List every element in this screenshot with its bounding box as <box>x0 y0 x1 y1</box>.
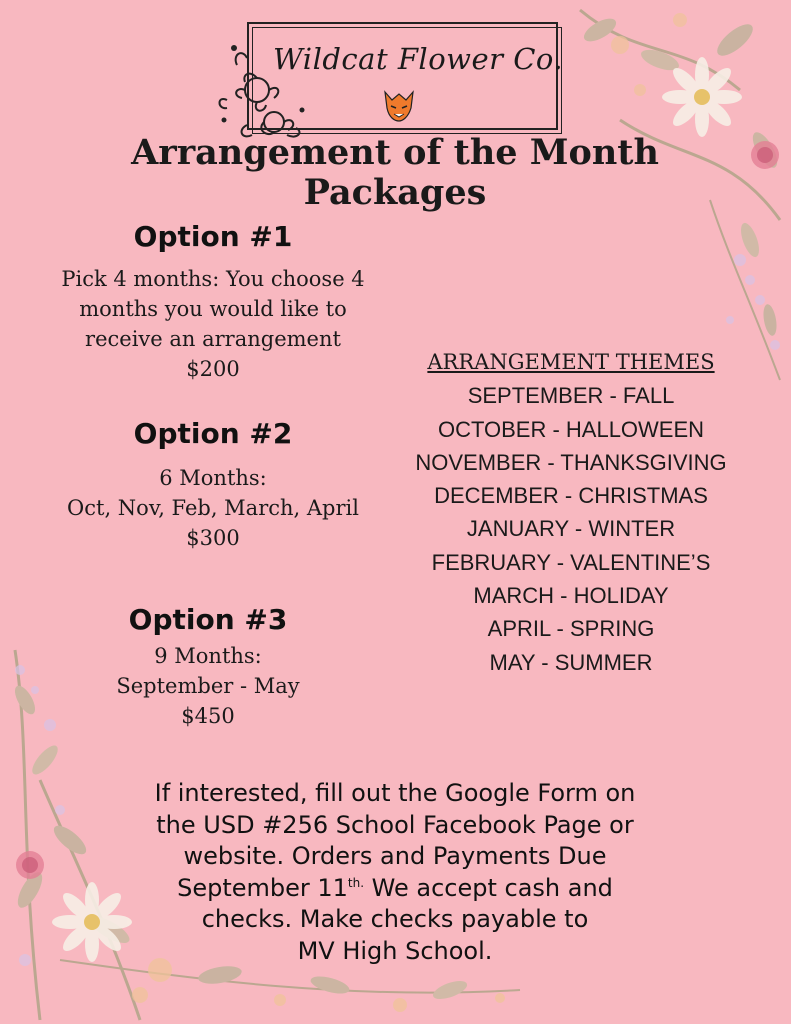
option-2-line: Oct, Nov, Feb, March, April <box>67 496 359 520</box>
page-title <box>60 133 730 213</box>
clover-flower-icon <box>16 851 44 879</box>
title-line-1: Arrangement of the Month <box>131 132 659 173</box>
option-2-line: 6 Months: <box>159 466 267 490</box>
footer-payment-text: We accept cash and <box>364 873 613 902</box>
option-1-line: months you would like to <box>79 297 347 321</box>
theme-item: OCTOBER - HALLOWEEN <box>437 416 705 442</box>
title-line-2: Packages <box>303 172 487 213</box>
option-1-line: Pick 4 months: You choose 4 <box>61 267 365 291</box>
footer-date-suffix: th. <box>347 875 365 890</box>
option-3-price: $450 <box>181 704 235 728</box>
option-1-price: $200 <box>186 357 240 381</box>
themes-heading: ARRANGEMENT THEMES <box>427 350 715 374</box>
footer-line <box>95 873 695 905</box>
footer-line: the USD #256 School Facebook Page or <box>156 810 634 839</box>
option-3 <box>35 603 381 731</box>
themes-list <box>385 346 757 679</box>
footer-date: September 11 <box>177 873 348 902</box>
footer-line: checks. Make checks payable to <box>201 905 589 933</box>
option-1-heading: Option #1 <box>133 220 293 253</box>
option-2 <box>40 417 386 553</box>
daisy-icon <box>662 57 742 137</box>
option-1 <box>40 220 386 384</box>
theme-item: DECEMBER - CHRISTMAS <box>434 483 708 509</box>
theme-item: MARCH - HOLIDAY <box>473 583 669 609</box>
logo-text: Wildcat Flower Co. <box>273 42 564 76</box>
clover-flower-icon <box>751 141 779 169</box>
option-2-heading: Option #2 <box>133 417 293 450</box>
theme-item: MAY - SUMMER <box>489 649 653 675</box>
option-3-line: 9 Months: <box>154 644 262 668</box>
theme-item: NOVEMBER - THANKSGIVING <box>415 449 727 475</box>
theme-item: FEBRUARY - VALENTINE’S <box>431 549 711 575</box>
option-3-line: September - May <box>116 674 300 698</box>
footer-line: MV High School. <box>297 936 493 965</box>
theme-item: APRIL - SPRING <box>487 616 655 642</box>
footer-line: website. Orders and Payments Due <box>183 842 607 870</box>
option-2-body <box>40 463 386 553</box>
option-1-body <box>40 264 386 384</box>
footer-line: If interested, fill out the Google Form on <box>154 779 636 807</box>
theme-item: JANUARY - WINTER <box>466 516 676 542</box>
option-2-price: $300 <box>186 526 240 550</box>
option-3-body <box>35 641 381 731</box>
option-1-line: receive an arrangement <box>85 327 341 351</box>
theme-item: SEPTEMBER - FALL <box>467 383 675 409</box>
wildcat-mascot-icon <box>380 86 418 124</box>
footer-note <box>95 778 695 967</box>
option-3-heading: Option #3 <box>128 603 288 636</box>
